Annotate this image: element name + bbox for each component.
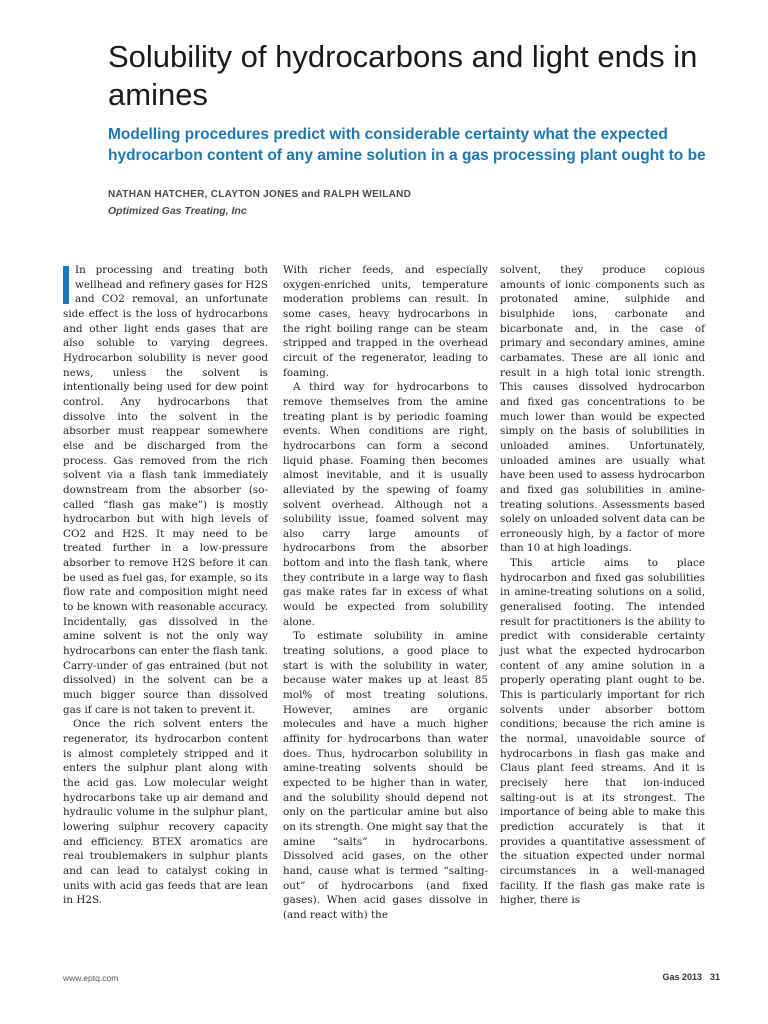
body-column-3	[500, 263, 705, 908]
paragraph: Once the rich solvent enters the regenerator, its hydrocarbon content is almost completely stripped and it enters the sulphur plant along with the acid gas. Low molecular weight hydrocarbons take up air demand and hydraulic volume in the sulphur plant, lowering sulphur recovery capacity and efficiency. BTEX aromatics are real troublemakers in sulphur plants and can lead to catalyst coking in units with acid gas feeds that are lean in H2S.	[63, 718, 268, 907]
body-column-2	[283, 263, 488, 923]
paragraph	[63, 263, 268, 717]
footer-issue-label: Gas 2013	[662, 972, 702, 982]
article-title: Solubility of hydrocarbons and light ends in amines	[108, 39, 698, 112]
paragraph-text: In processing and treating both wellhead and refinery gases for H2S and CO2 removal, an unfortunate side effect is the loss of hydrocarbons and other light ends gases that are also soluble to varying degrees. Hydrocarbon solubility is never good news, unless the solvent is intentionally being used for dew point control. Any hydrocarbons that dissolve into the solvent in the absorber must reappear somewhere else and be discharged from the process. Gas removed from the rich solvent via a flash tank immediately downstream from the absorber (so-called “flash gas make”) is mostly hydrocarbon but with high levels of CO2 and H2S. It may need to be treated further in a low-pressure absorber to remove H2S before it can be used as fuel gas, for example, so its flow rate and composition might need to be known with reasonable accuracy. Incidentally, gas dissolved in the amine solvent is not the only way hydrocarbons can enter the flash tank. Carry-under of gas entrained (but not dissolved) in the solvent can be a much bigger source than dissolved gas if care is not taken to prevent it.	[63, 264, 268, 716]
paragraph: solvent, they produce copious amounts of ionic components such as protonated amine, sulphide and bisulphide ions, carbonate and bicarbonate and, in the case of primary and secondary amines, amine carbamates. These are all ionic and result in a high total ionic strength. This causes dissolved hydrocarbon and fixed gas concentrations to be much lower than would be expected simply on the basis of solubilities in unloaded amines. Unfortunately, unloaded amines are usually what have been used to assess hydrocarbon and fixed gas solubilities in amine-treating solutions. Assessments based solely on unloaded solvent data can be erroneously high, by a factor of more than 10 at high loadings.	[500, 264, 705, 555]
article-affiliation: Optimized Gas Treating, Inc	[108, 205, 247, 217]
drop-cap-bar	[63, 266, 69, 304]
paragraph: A third way for hydrocarbons to remove themselves from the amine treating plant is by periodic foaming events. When conditions are right, hydrocarbons can form a second liquid phase. Foaming then becomes almost inevitable, and it is usually alleviated by the spewing of foamy solvent overhead. Although not a solubility issue, foamed solvent may also carry large amounts of hydrocarbons from the absorber bottom and into the flash tank, where they contribute in a large way to flash gas make rates far in excess of what would be expected from solubility alone.	[283, 381, 488, 628]
body-column-1	[63, 263, 268, 908]
paragraph: This article aims to place hydrocarbon and fixed gas solubilities in amine-treating solutions on a solid, generalised footing. The intended result for practitioners is the ability to predict with considerable certainty just what the expected hydrocarbon content of any amine solution in a properly operating plant ought to be. This is particularly important for rich solvents under absorber bottom conditions, because the rich amine is the normal, unavoidable source of hydrocarbons in flash gas make and Claus plant feed streams. And it is precisely here that ion-induced salting-out is at its strongest. The importance of being able to make this prediction accurately is that it provides a quantitative assessment of the situation expected under normal circumstances in a well-managed facility. If the flash gas make rate is higher, there is	[500, 557, 705, 907]
article-subtitle: Modelling procedures predict with considerable certainty what the expected hydrocarbon content of any amine solution in a gas processing plant ought to be	[108, 126, 706, 164]
paragraph: With richer feeds, and especially oxygen-enriched units, temperature moderation problems can result. In some cases, heavy hydrocarbons in the right boiling range can be steam stripped and trapped in the overhead circuit of the regenerator, leading to foaming.	[283, 264, 488, 379]
paragraph: To estimate solubility in amine treating solutions, a good place to start is with the solubility in water, because water makes up at least 85 mol% of most treating solutions. However, amines are organic molecules and have a much higher affinity for hydrocarbons than water does. Thus, hydrocarbon solubility in amine-treating solvents should be expected to be higher than in water, and the solubility should depend not only on the particular amine but also on its strength. One might say that the amine “salts” in hydrocarbons. Dissolved acid gases, on the other hand, cause what is termed “salting-out” of hydrocarbons (and fixed gases). When acid gases dissolve in (and react with) the	[283, 630, 488, 921]
footer-issue	[662, 972, 720, 982]
article-authors: NATHAN HATCHER, CLAYTON JONES and RALPH WEILAND	[108, 189, 412, 200]
footer-website: www.eptq.com	[63, 973, 119, 983]
page-number: 31	[709, 972, 720, 982]
